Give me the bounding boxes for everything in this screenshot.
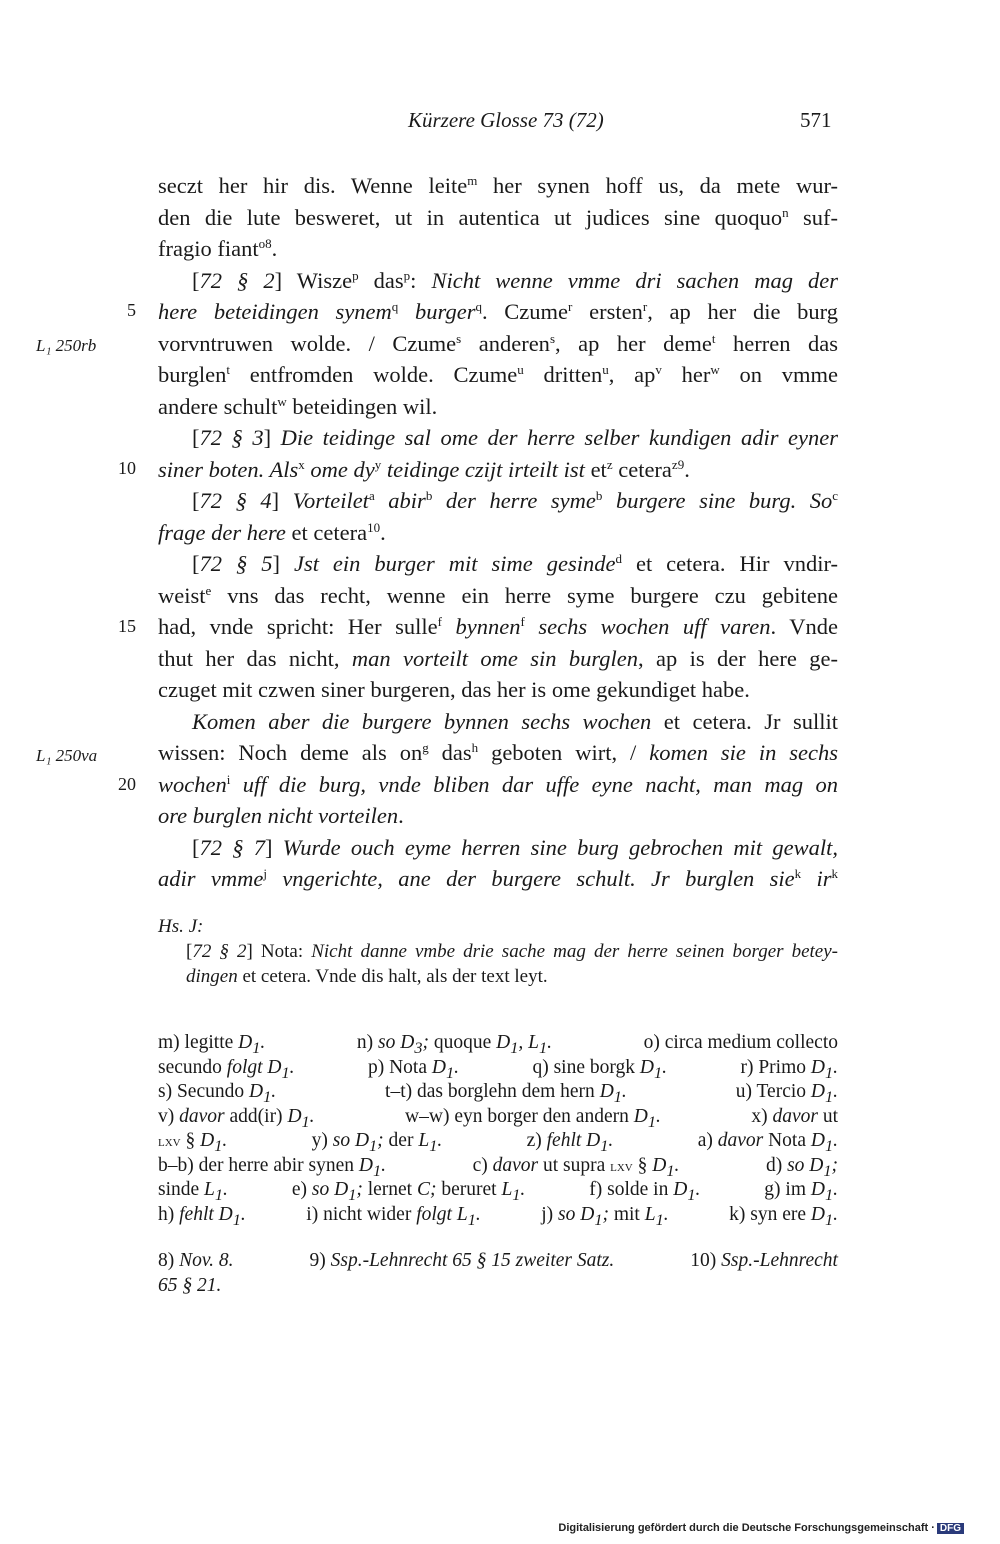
text-line: weist$^e$ vns das recht, wenne ein herre syme burgere czu gebitene	[158, 582, 838, 608]
text-line: had, vnde spricht: Her sulle$^f$ bynnen$^f$ sechs wochen uff varen. Vnde	[158, 614, 839, 639]
line-number: 5	[127, 300, 136, 320]
apparatus-line: s) Secundo $D_1$. t–t) das borglehn dem hern $D_1$. u) Tercio $D_1$.	[158, 1081, 838, 1106]
text-line: thut her das nicht, man vorteilt ome sin burglen, ap is der here ge-	[158, 645, 839, 671]
apparatus-line: h) fehlt $D_1$. i) nicht wider folgt $L_1$. j) so $D_1$; mit $L_1$. k) syn ere $D_1$.	[158, 1203, 838, 1229]
apparatus	[158, 1031, 838, 1227]
apparatus-line: b–b) der herre abir synen $D_1$. c) davor ut supra lxv § $D_1$. d) so $D_1$;	[158, 1154, 838, 1180]
apparatus-line: m) legitte $D_1$. n) so $D_3$; quoque $D_1$, $L_1$. o) circa medium collecto	[158, 1032, 838, 1057]
apparatus-line: v) davor add(ir) $D_1$. w–w) eyn borger den andern $D_1$. x) davor ut	[158, 1105, 838, 1131]
main-text	[158, 170, 838, 895]
line-number: 10	[118, 458, 136, 478]
running-title: Kürzere Glosse 73 (72)	[408, 108, 604, 132]
text-line: wochen$^i$ uff die burg, vnde bliben dar uffe eyne nacht, man mag on	[158, 771, 838, 797]
page-number: 571	[800, 108, 832, 132]
hs-label: Hs. J:	[158, 916, 204, 937]
text-line: [72 § 4] Vorteilet$^a$ abir$^b$ der herre syme$^b$ burgere sine burg. So$^c$	[192, 488, 839, 513]
margin-siglum: L₁ 250va	[36, 746, 98, 765]
footnotes	[158, 1249, 838, 1298]
footnote-line: 8) Nov. 8. 9) Ssp.-Lehnrecht 65 § 15 zweiter Satz. 10) Ssp.-Lehnrecht	[158, 1250, 838, 1271]
text-line: seczt her hir dis. Wenne leite$^m$ her synen hoff us, da mete wur-	[158, 173, 838, 198]
apparatus-line: sinde $L_1$. e) so $D_1$; lernet C; beruret $L_1$. f) solde in $D_1$. g) im $D_1$.	[158, 1179, 838, 1204]
footnote-line: 65 § 21.	[158, 1274, 222, 1296]
dfg-logo: DFG	[937, 1523, 964, 1534]
text-line: burglen$^t$ entfromden wolde. Czume$^u$ dritten$^u$, $ap^v$ her$^w$ on vmme	[158, 362, 838, 387]
margin-siglum: L₁ 250rb	[36, 336, 97, 355]
text-line: vorvntruwen wolde. / Czume$^s$ anderen$^s$, ap her deme$^t$ herren das	[158, 330, 839, 356]
text-line: wissen: Noch deme als $on^g$ das$^h$ geboten wirt, / komen sie in sechs	[158, 740, 838, 765]
text-line: ore burglen nicht vorteilen.	[158, 803, 404, 828]
hs-text: [72 § 2] Nota: Nicht danne vmbe drie sache mag der herre seinen borger betey-dingen et cetera. Vnde dis halt, als der text leyt.	[186, 941, 839, 987]
text-line: [72 § 7] Wurde ouch eyme herren sine burg gebrochen mit gewalt,	[192, 834, 838, 860]
apparatus-line: secundo folgt $D_1$. p) Nota $D_1$. q) sine borgk $D_1$. r) Primo $D_1$.	[158, 1056, 838, 1082]
text-line: czuget mit czwen siner burgeren, das her is ome gekundiget habe.	[158, 677, 750, 702]
manuscript-note	[158, 914, 838, 989]
text-line: here beteidingen synem$^q$ burger$^q$. Czume$^r$ ersten$^r$, ap her die burg	[158, 299, 839, 324]
text-line: [72 § 3] Die teidinge sal ome der herre selber kundigen adir eyner	[192, 425, 838, 450]
text-line: siner boten. Als$^x$ ome $dy^y$ teidinge czijt irteilt ist $et^z$ cetera$^{z9}$.	[158, 456, 690, 482]
text-line: [72 § 2] Wisze$^p$ das$^p$: Nicht wenne vmme dri sachen mag der	[192, 267, 838, 293]
text-line: andere schult$^w$ beteidingen wil.	[158, 393, 438, 419]
text-line: Komen aber die burgere bynnen sechs wochen et cetera. Jr sullit	[192, 708, 838, 734]
text-line: fragio fiant$^{o8}$.	[158, 236, 278, 261]
text-line: den die lute besweret, ut in autentica ut judices sine quoquo$^n$ suf-	[158, 204, 838, 230]
text-line: [72 § 5] Jst ein burger mit sime gesinde$^d$ et cetera. Hir vndir-	[192, 551, 838, 576]
line-number: 15	[118, 616, 136, 636]
apparatus-line: lxv § $D_1$. y) so $D_1$; der $L_1$. z) fehlt $D_1$. a) davor Nota $D_1$.	[158, 1130, 838, 1155]
footer-text: Digitalisierung gefördert durch die Deutsche Forschungsgemeinschaft ·	[558, 1522, 935, 1534]
line-number: 20	[118, 774, 136, 794]
text-line: adir vmme$^j$ vngerichte, ane der burgere schult. Jr burglen sie$^k$ $ir^k$	[158, 866, 839, 891]
funding-footer	[558, 1522, 964, 1534]
text-line: frage der here et cetera$^{10}$.	[158, 519, 386, 545]
